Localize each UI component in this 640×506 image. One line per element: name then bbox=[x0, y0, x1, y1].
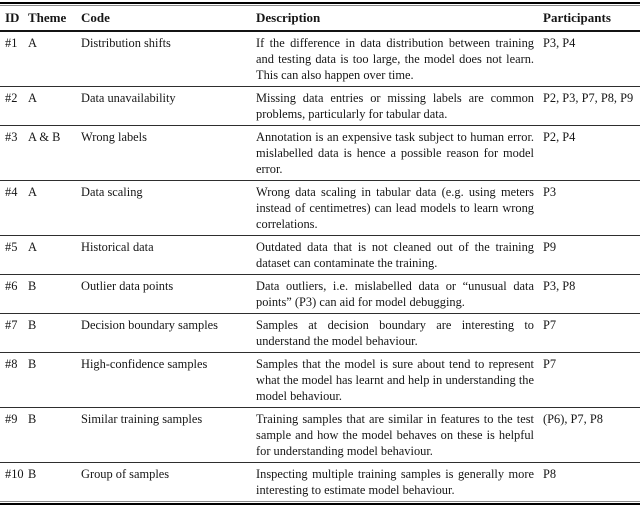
cell-participants: P2, P3, P7, P8, P9 bbox=[543, 87, 640, 126]
cell-description: Missing data entries or missing labels are common problems, particularly for tabular data. bbox=[256, 87, 543, 126]
table-row bbox=[0, 181, 640, 236]
cell-code: Historical data bbox=[81, 236, 256, 275]
cell-theme: A & B bbox=[28, 126, 81, 181]
cell-theme: B bbox=[28, 463, 81, 502]
cell-theme: A bbox=[28, 236, 81, 275]
cell-participants: P3, P4 bbox=[543, 36, 576, 50]
table-row bbox=[0, 87, 640, 126]
header-row bbox=[0, 6, 640, 31]
column-header-code: Code bbox=[81, 6, 256, 31]
cell-participants: P3, P8 bbox=[543, 275, 640, 314]
cell-id: #9 bbox=[0, 408, 28, 463]
table-bottom-rule-thick bbox=[0, 503, 640, 505]
cell-code: Outlier data points bbox=[81, 275, 256, 314]
cell-id: #6 bbox=[0, 275, 28, 314]
cell-code: Group of samples bbox=[81, 463, 256, 502]
cell-id: #5 bbox=[0, 236, 28, 275]
table-row bbox=[0, 408, 640, 463]
cell-participants: P2, P4 bbox=[543, 126, 640, 181]
cell-theme: A bbox=[28, 87, 81, 126]
cell-id: #1 bbox=[5, 36, 18, 50]
table-row bbox=[0, 463, 640, 502]
column-header-theme: Theme bbox=[28, 6, 81, 31]
table-bottom-rule-thin bbox=[0, 501, 640, 502]
cell-code: Data unavailability bbox=[81, 87, 256, 126]
column-header-participants: Participants bbox=[543, 6, 640, 31]
cell-description: If the difference in data distribution between training and testing data is too large, the model does not learn. This can also happen over time. bbox=[256, 36, 534, 82]
cell-theme: B bbox=[28, 408, 81, 463]
cell-id: #3 bbox=[0, 126, 28, 181]
cell-theme: A bbox=[28, 181, 81, 236]
cell-theme: B bbox=[28, 275, 81, 314]
table-row bbox=[0, 126, 640, 181]
column-header-id: ID bbox=[0, 6, 28, 31]
cell-participants: P8 bbox=[543, 463, 640, 502]
table-row bbox=[0, 314, 640, 353]
cell-id: #4 bbox=[0, 181, 28, 236]
research-codes-table bbox=[0, 6, 640, 501]
column-header-description: Description bbox=[256, 6, 543, 31]
table-row bbox=[0, 353, 640, 408]
cell-theme: B bbox=[28, 314, 81, 353]
table-row bbox=[0, 31, 640, 87]
cell-theme: A bbox=[28, 36, 37, 50]
cell-description: Samples that the model is sure about tend to represent what the model has learnt and help in understanding the model behaviour. bbox=[256, 353, 543, 408]
cell-participants: P3 bbox=[543, 181, 640, 236]
cell-id: #7 bbox=[0, 314, 28, 353]
cell-theme: B bbox=[28, 353, 81, 408]
cell-code: Wrong labels bbox=[81, 126, 256, 181]
cell-id: #8 bbox=[0, 353, 28, 408]
cell-description: Data outliers, i.e. mislabelled data or “unusual data points” (P3) can aid for model debugging. bbox=[256, 275, 543, 314]
cell-description: Inspecting multiple training samples is generally more interesting to estimate model behaviour. bbox=[256, 463, 543, 502]
cell-code: Similar training samples bbox=[81, 408, 256, 463]
cell-code: Decision boundary samples bbox=[81, 314, 256, 353]
cell-code: Distribution shifts bbox=[81, 36, 171, 50]
cell-participants: P7 bbox=[543, 314, 640, 353]
cell-code: Data scaling bbox=[81, 181, 256, 236]
table-row bbox=[0, 236, 640, 275]
cell-description: Wrong data scaling in tabular data (e.g. using meters instead of centimetres) can lead models to learn wrong correlations. bbox=[256, 181, 543, 236]
cell-id: #10 bbox=[0, 463, 28, 502]
cell-participants: (P6), P7, P8 bbox=[543, 408, 640, 463]
cell-description: Training samples that are similar in features to the test sample and how the model behaves on these is helpful for understanding model behaviour. bbox=[256, 408, 543, 463]
table-row bbox=[0, 275, 640, 314]
cell-id: #2 bbox=[0, 87, 28, 126]
cell-description: Outdated data that is not cleaned out of the training dataset can contaminate the training. bbox=[256, 236, 543, 275]
cell-participants: P9 bbox=[543, 236, 640, 275]
cell-description: Samples at decision boundary are interesting to understand the model behaviour. bbox=[256, 314, 543, 353]
cell-participants: P7 bbox=[543, 353, 640, 408]
cell-description: Annotation is an expensive task subject to human error. mislabelled data is hence a possible reason for model error. bbox=[256, 126, 543, 181]
cell-code: High-confidence samples bbox=[81, 353, 256, 408]
table-top-rule-thick bbox=[0, 2, 640, 4]
